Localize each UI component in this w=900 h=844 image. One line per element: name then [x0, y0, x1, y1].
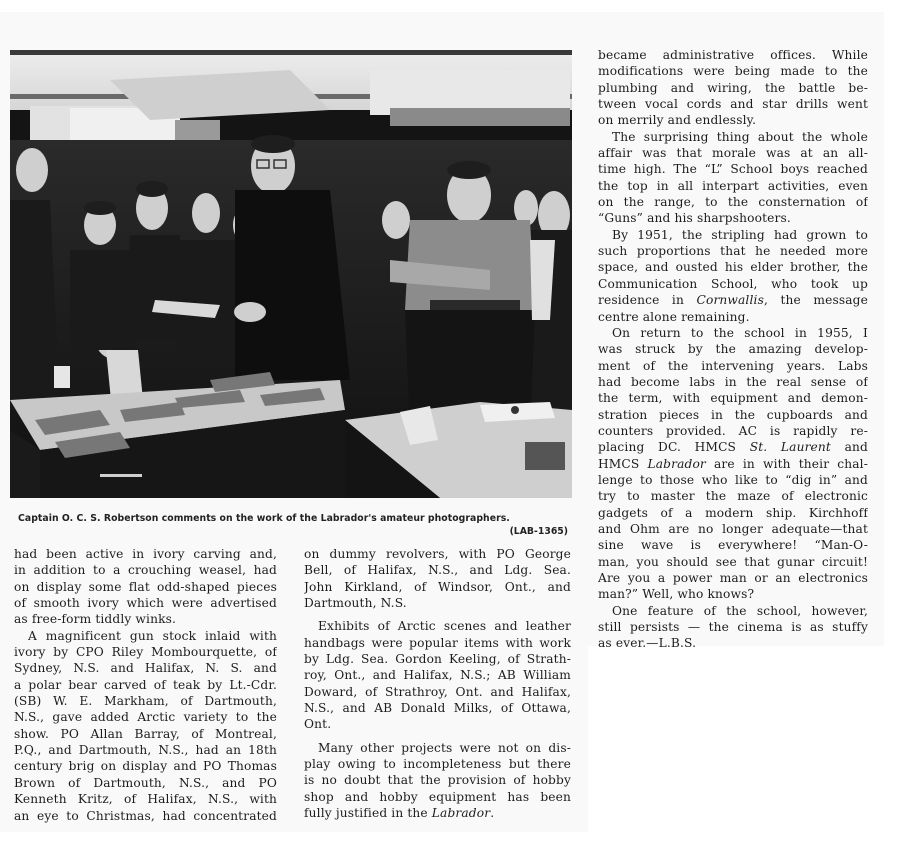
paragraph — [598, 325, 868, 603]
text-line: John Kirkland, of Windsor, Ont., and — [304, 579, 571, 594]
photo-reference-number: (LAB-1365) — [509, 526, 568, 537]
text-line: by Ldg. Sea. Gordon Keeling, of Strath- — [304, 652, 571, 667]
text-line: try to master the maze of electronic — [598, 489, 868, 504]
text-line: Kenneth Kritz, of Halifax, N.S., with — [14, 792, 277, 807]
text-line: is no doubt that the provision of hobby — [304, 773, 571, 788]
paragraph — [304, 618, 571, 732]
text-line: (SB) W. E. Markham, of Dartmouth, — [14, 694, 277, 709]
text-line: an eye to Christmas, had concentrated — [14, 808, 277, 823]
text-line: By 1951, the stripling had grown to — [612, 227, 868, 242]
text-line: Doward, of Strathroy, Ont. and Halifax, — [304, 684, 571, 699]
text-line: Many other projects were not on dis- — [318, 740, 571, 755]
paragraph — [598, 129, 868, 227]
text-line: on display some flat odd-shaped pieces — [14, 579, 277, 594]
text-line: had been active in ivory carving and, — [14, 547, 277, 561]
text-line: play owing to incompleteness but there — [304, 757, 571, 772]
article-column-1 — [14, 546, 277, 824]
text-line: N.S., and AB Donald Milks, of Ottawa, — [304, 701, 571, 716]
text-line: shop and hobby equipment has been — [304, 789, 571, 804]
text-line: modifications were being made to the — [598, 64, 868, 79]
article-column-3 — [598, 47, 868, 652]
text-line: was struck by the amazing develop- — [598, 342, 868, 357]
text-line — [304, 805, 571, 821]
text-line: man, you should see that gunar circuit! — [598, 554, 868, 569]
text-line: Exhibits of Arctic scenes and leather — [318, 619, 571, 634]
author-signature: as ever.—L.B.S. — [598, 636, 697, 651]
text-line: One feature of the school, however, — [612, 603, 868, 618]
text-line — [598, 292, 868, 308]
text-line: time high. The “L” School boys reached — [598, 162, 868, 177]
text-line: handbags were popular items with work — [304, 635, 571, 650]
text-line: became administrative offices. While — [598, 48, 868, 62]
paragraph — [304, 546, 571, 611]
text-line: in addition to a crouching weasel, had — [14, 563, 277, 578]
text-fragment: HMCS — [598, 456, 648, 471]
text-line: show. PO Allan Barray, of Montreal, — [14, 726, 277, 741]
text-fragment: . — [490, 806, 495, 821]
text-line: P.Q., and Dartmouth, N.S., had an 18th — [14, 743, 277, 758]
text-line: as free-form tiddly winks. — [14, 612, 177, 627]
text-fragment: placing DC. HMCS — [598, 440, 750, 455]
text-line: on merrily and endlessly. — [598, 113, 757, 128]
paragraph — [14, 546, 277, 628]
text-fragment: fully justified in the — [304, 806, 432, 821]
text-line: plumbing and wiring, the battle be- — [598, 80, 868, 95]
text-line: “Guns” and his sharpshooters. — [598, 211, 791, 226]
photo-caption — [18, 512, 568, 538]
text-line: on the range, to the consternation of — [598, 195, 868, 210]
text-line: On return to the school in 1955, I — [612, 325, 868, 340]
text-line: ivory by CPO Riley Mombourquette, of — [14, 645, 277, 660]
text-line: Are you a power man or an electronics — [598, 571, 868, 585]
text-line — [598, 456, 868, 472]
text-line: man?” Well, who knows? — [598, 587, 755, 602]
text-line: a polar bear carved of teak by Lt.-Cdr. — [14, 677, 277, 692]
text-line: The surprising thing about the whole — [612, 129, 868, 144]
paragraph — [14, 628, 277, 824]
text-line: of smooth ivory which were advertised — [14, 596, 277, 611]
text-line: Communication School, who took up — [598, 276, 868, 291]
ship-name: Labrador — [647, 456, 706, 471]
text-line: lenge to those who like to “dig in” and — [598, 472, 868, 487]
photograph-scene-icon — [10, 50, 572, 498]
text-fragment: residence in — [598, 293, 697, 308]
paragraph — [598, 47, 868, 129]
text-line: affair was that morale was at an all- — [598, 146, 868, 161]
ship-name: Cornwallis — [696, 293, 764, 308]
text-line: on dummy revolvers, with PO George — [304, 547, 571, 561]
text-line: and Ohm are no longer adequate—that — [598, 521, 868, 536]
text-line: ment of the intervening years. Labs — [598, 358, 868, 373]
article-column-2 — [304, 546, 571, 822]
text-line: Sydney, N.S. and Halifax, N. S. and — [14, 661, 277, 676]
text-line: roy, Ont., and Halifax, N.S.; AB William — [304, 668, 571, 683]
text-line: sine wave is everywhere! “Man-O- — [598, 538, 868, 553]
text-line: had become labs in the real sense of — [598, 374, 868, 389]
text-line: tween vocal cords and star drills went — [598, 97, 868, 112]
text-line: counters provided. AC is rapidly re- — [598, 423, 868, 438]
text-line: N.S., gave added Arctic variety to the — [14, 710, 277, 725]
text-line: Ont. — [304, 717, 332, 732]
text-line: the term, with equipment and demon- — [598, 391, 868, 406]
text-fragment: , the message — [763, 293, 868, 308]
text-line: space, and ousted his elder brother, the — [598, 260, 868, 275]
text-line: the top in all interpart activities, even — [598, 178, 868, 193]
text-fragment: are in with their chal- — [705, 456, 868, 471]
text-line: Brown of Dartmouth, N.S., and PO — [14, 775, 277, 790]
text-line: gadgets of a modern ship. Kirchhoff — [598, 505, 868, 520]
ship-name: Labrador — [431, 806, 491, 821]
paragraph — [598, 227, 868, 325]
text-line: century brig on display and PO Thomas — [14, 759, 277, 774]
text-line: A magnificent gun stock inlaid with — [28, 628, 277, 643]
caption-text: Captain O. C. S. Robertson comments on the work of the Labrador's amateur photographers. — [18, 513, 510, 524]
photograph — [10, 50, 572, 498]
text-line: Bell, of Halifax, N.S., and Ldg. Sea. — [304, 563, 571, 578]
paragraph — [304, 740, 571, 822]
text-line: centre alone remaining. — [598, 309, 750, 324]
text-line: still persists — the cinema is as stuffy — [598, 620, 868, 635]
ship-name: St. Laurent — [749, 440, 831, 455]
text-line: such proportions that he needed more — [598, 244, 868, 259]
paragraph — [598, 603, 868, 652]
text-line: stration pieces in the cupboards and — [598, 407, 868, 422]
text-line — [598, 439, 868, 455]
text-fragment: and — [830, 440, 868, 455]
text-line: Dartmouth, N.S. — [304, 596, 407, 611]
